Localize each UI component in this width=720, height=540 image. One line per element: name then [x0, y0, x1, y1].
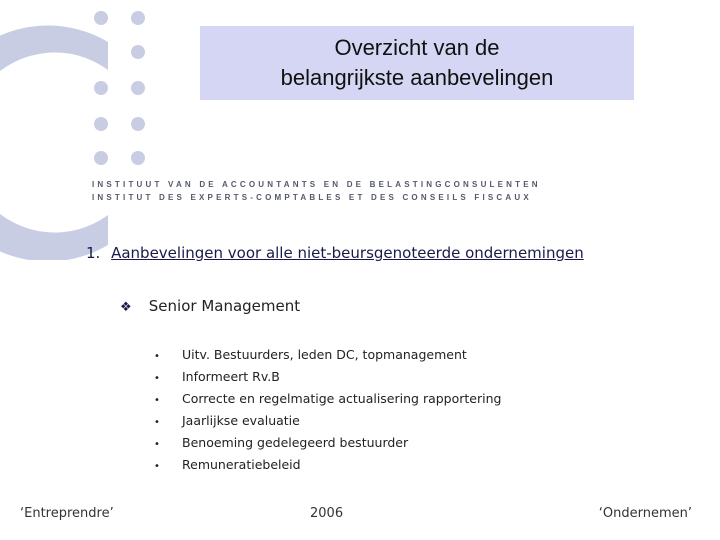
heading-number: 1. [86, 244, 101, 262]
list-item-text: Uitv. Bestuurders, leden DC, topmanagement [182, 347, 467, 362]
list-item-text: Correcte en regelmatige actualisering rapportering [182, 391, 502, 406]
bullet-dot-icon: • [154, 417, 160, 428]
list-item [154, 388, 501, 410]
logo-dot [94, 117, 108, 131]
logo-dot [94, 81, 108, 95]
slide-title-line-1: Overzicht van de [334, 35, 500, 60]
footer-year: 2006 [310, 506, 344, 521]
bullet-dot-icon: • [154, 461, 160, 472]
slide-title-line-2: belangrijkste aanbevelingen [280, 65, 554, 90]
list-item [154, 344, 501, 366]
list-item-text: Remuneratiebeleid [182, 457, 301, 472]
section-label: Senior Management [148, 297, 301, 315]
logo-dot [131, 45, 145, 59]
logo-dot [131, 151, 145, 165]
diamond-bullet-icon: ❖ [120, 300, 132, 315]
logo-dot [131, 81, 145, 95]
institute-name-french: INSTITUT DES EXPERTS-COMPTABLES ET DES CONSEILS FISCAUX [92, 193, 532, 202]
list-item-text: Jaarlijkse evaluatie [182, 413, 300, 428]
logo-dot [94, 11, 108, 25]
bullet-dot-icon: • [154, 373, 160, 384]
list-item-text: Informeert Rv.B [182, 369, 280, 384]
logo-dot [94, 151, 108, 165]
bullet-list [154, 344, 501, 476]
slide-title-box [200, 26, 634, 100]
recommendation-heading [86, 244, 584, 262]
bullet-dot-icon: • [154, 439, 160, 450]
logo-arc [0, 26, 108, 260]
bullet-dot-icon: • [154, 395, 160, 406]
list-item [154, 366, 501, 388]
heading-text: Aanbevelingen voor alle niet-beursgenoteerde ondernemingen [111, 244, 584, 262]
footer-left: ‘Entreprendre’ [20, 506, 114, 521]
list-item [154, 432, 501, 454]
list-item-text: Benoeming gedelegeerd bestuurder [182, 435, 409, 450]
bullet-dot-icon: • [154, 351, 160, 362]
logo-dot [131, 117, 145, 131]
list-item [154, 454, 501, 476]
list-item [154, 410, 501, 432]
institute-name-dutch: INSTITUUT VAN DE ACCOUNTANTS EN DE BELASTINGCONSULENTEN [92, 180, 541, 189]
section-senior-management [120, 297, 300, 315]
footer-right: ‘Ondernemen’ [598, 506, 692, 521]
logo-dot [131, 11, 145, 25]
